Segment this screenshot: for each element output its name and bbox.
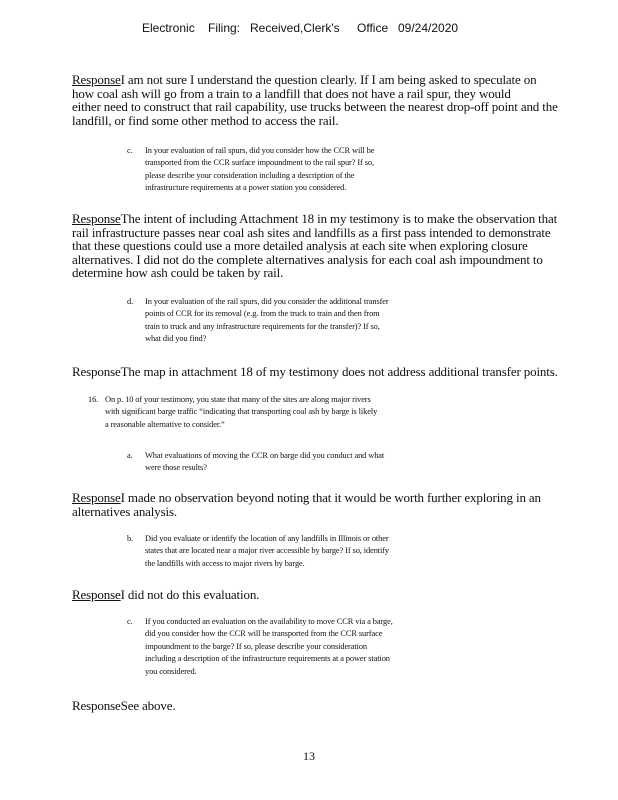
question-block <box>127 533 467 573</box>
question-line: What evaluations of moving the CCR on barge did you conduct and what <box>145 451 385 460</box>
question-block <box>88 394 528 434</box>
question-marker: 16. <box>88 395 99 404</box>
response-block <box>72 365 592 379</box>
response-line: The intent of including Attachment 18 in my testimony is to make the observation that <box>120 211 558 226</box>
response-line: that these questions could use a more detailed analysis at each site when exploring closure <box>72 238 528 254</box>
question-line: In your evaluation of the rail spurs, did you consider the additional transfer <box>145 297 389 306</box>
response-line: The map in attachment 18 of my testimony does not address additional transfer points. <box>120 364 558 379</box>
page-number: 13 <box>303 749 315 763</box>
response-line: I did not do this evaluation. <box>120 587 260 602</box>
response-block <box>72 73 592 127</box>
question-marker: d. <box>127 297 134 306</box>
question-marker: b. <box>127 534 134 543</box>
header-filing: Filing: <box>208 21 241 35</box>
question-line: the landfills with access to major rivers by barge. <box>145 558 305 568</box>
response-label: Response <box>72 364 121 379</box>
question-line: points of CCR for its removal (e.g. from the truck to train and then from <box>145 309 380 319</box>
response-line: alternatives analysis. <box>72 503 177 519</box>
response-line: I am not sure I understand the question clearly. If I am being asked to speculate on <box>120 72 537 87</box>
question-block <box>127 616 467 680</box>
response-line: alternatives. I did not do the complete alternatives analysis for each coal ash impoundment to <box>72 251 543 267</box>
question-line: were those results? <box>145 463 207 473</box>
question-line: infrastructure requirements at a power station you considered. <box>145 183 347 193</box>
question-block <box>127 296 467 348</box>
header-date: 09/24/2020 <box>398 21 459 35</box>
response-line: determine how ash could be taken by rail. <box>72 265 284 281</box>
question-marker: c. <box>127 617 133 626</box>
response-line: I made no observation beyond noting that it would be worth further exploring in an <box>120 490 541 505</box>
header-office: Office <box>357 21 389 35</box>
question-line: In your evaluation of rail spurs, did you consider how the CCR will be <box>145 146 375 155</box>
question-line: did you consider how the CCR will be transported from the CCR surface <box>145 629 383 639</box>
response-block <box>72 212 592 280</box>
response-line: rail infrastructure passes near coal ash sites and landfills as a first pass intended to demonstrate <box>72 224 551 240</box>
response-line: landfill, or find some other method to access the rail. <box>72 112 339 128</box>
question-line: states that are located near a major river accessible by barge? If so, identify <box>145 546 390 556</box>
question-line: impoundment to the barge? If so, please describe your consideration <box>145 641 367 651</box>
response-block <box>72 491 592 518</box>
question-line: train to truck and any infrastructure requirements for the transfer)? If so, <box>145 321 380 331</box>
response-line: how coal ash will go from a train to a landfill that does not have a rail spur, they would <box>72 85 511 101</box>
question-line: you considered. <box>145 666 197 676</box>
question-line: with significant barge traffic “indicating that transporting coal ash by barge is likely <box>105 407 378 417</box>
question-line: please describe your consideration including a description of the <box>145 170 355 180</box>
response-label: Response <box>72 698 121 713</box>
question-line: If you conducted an evaluation on the availability to move CCR via a barge, <box>145 617 393 626</box>
response-block <box>72 588 592 602</box>
response-label: Response <box>72 72 121 87</box>
header-electronic: Electronic <box>142 21 195 35</box>
question-marker: c. <box>127 146 133 155</box>
response-block <box>72 699 592 713</box>
response-label: Response <box>72 211 121 226</box>
question-marker: a. <box>127 451 133 460</box>
response-line: either need to construct that rail capability, use trucks between the nearest drop-off point and the <box>72 99 558 115</box>
question-line: what did you find? <box>145 334 207 344</box>
question-line: Did you evaluate or identify the location of any landfills in Illinois or other <box>145 534 389 543</box>
question-line: including a description of the infrastructure requirements at a power station <box>145 654 390 664</box>
header-received: Received,Clerk's <box>250 21 340 35</box>
response-line: See above. <box>120 698 176 713</box>
question-block <box>127 145 447 197</box>
question-line: a reasonable alternative to consider.” <box>105 419 225 429</box>
response-label: Response <box>72 587 121 602</box>
response-label: Response <box>72 490 121 505</box>
question-block <box>127 450 447 478</box>
question-line: transported from the CCR surface impoundment to the rail spur? If so, <box>145 158 374 168</box>
question-line: On p. 10 of your testimony, you state that many of the sites are along major rivers <box>105 395 371 404</box>
